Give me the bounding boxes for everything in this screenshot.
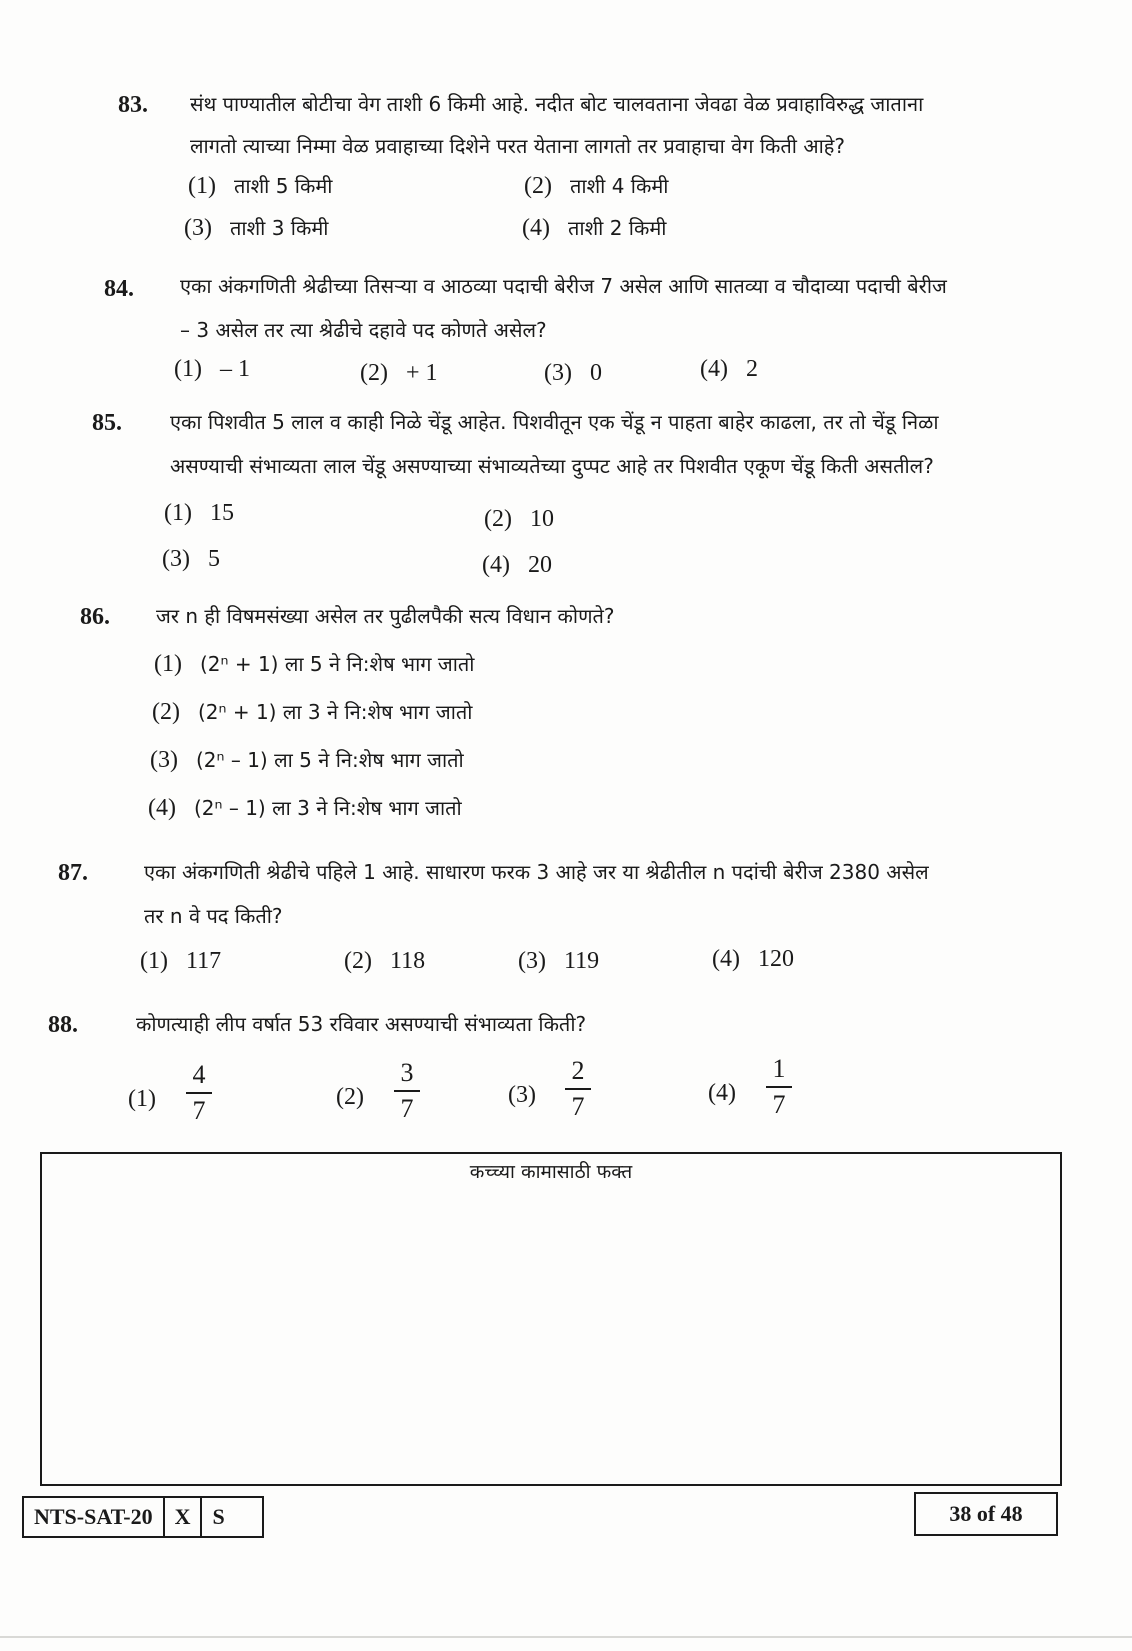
option-number: (1) [128,1086,156,1112]
option-number: (2) [524,173,552,199]
fraction-numerator: 4 [192,1060,206,1089]
question-number: 86. [80,604,110,630]
option [360,360,438,387]
option [154,650,474,678]
option-value: ताशी 2 किमी [567,216,667,240]
option-value: 0 [589,360,602,386]
fraction-denominator: 7 [192,1096,206,1125]
option-value: (2ⁿ – 1) ला 3 ने नि:शेष भाग जातो [193,796,462,820]
option-number: (1) [188,173,216,199]
option-number: (2) [336,1084,364,1110]
option-value: ताशी 4 किमी [569,174,669,198]
medium-code: S [212,1504,225,1529]
option-number: (2) [360,360,388,386]
option [482,552,552,579]
option [522,214,666,242]
option-number: (3) [518,948,546,974]
option [162,546,220,573]
rough-work-box [40,1152,1062,1486]
option-number: (4) [482,552,510,578]
fraction-bar [394,1090,420,1092]
option [524,172,668,200]
option-number: (3) [162,546,190,572]
option-value: (2ⁿ + 1) ला 5 ने नि:शेष भाग जातो [199,652,475,676]
question-text-line: लागतो त्याच्या निम्मा वेळ प्रवाहाच्या दिशेने परत येताना लागतो तर प्रवाहाचा वेग किती आहे? [190,134,846,158]
option-number: (1) [174,356,202,382]
question-number: 83. [118,92,148,118]
fraction-option [764,1054,794,1120]
option-value: 15 [209,500,234,526]
option-value: 5 [207,546,220,572]
option [140,948,221,975]
fraction-numerator: 3 [400,1058,414,1087]
fraction-option [392,1058,422,1124]
option-value: + 1 [405,360,438,386]
option-value: 20 [527,552,552,578]
option [712,946,794,973]
scan-edge [0,1636,1132,1638]
paper-code-box [22,1496,264,1538]
fraction-bar [766,1086,792,1088]
question-number: 88. [48,1012,78,1038]
option-value: ताशी 3 किमी [229,216,329,240]
fraction-denominator: 7 [571,1092,585,1121]
option-number: (1) [164,500,192,526]
fraction-bar [565,1088,591,1090]
option-value: 120 [757,946,794,972]
option [484,506,554,533]
question-text-line: कोणत्याही लीप वर्षात 53 रविवार असण्याची संभाव्यता किती? [136,1012,587,1036]
option-value: 118 [389,948,426,974]
rough-work-title: कच्च्या कामासाठी फक्त [469,1161,633,1183]
fraction-denominator: 7 [772,1090,786,1119]
option-number: (2) [152,699,180,725]
option-value: 2 [745,356,758,382]
question-number: 87. [58,860,88,886]
option-number: (4) [708,1080,736,1106]
option-number: (2) [344,948,372,974]
option-number: (3) [508,1082,536,1108]
option [544,360,602,387]
question-text-line: एका अंकगणिती श्रेढीच्या तिसऱ्या व आठव्या पदाची बेरीज 7 असेल आणि सातव्या व चौदाव्या पदाची बेरीज [180,274,947,298]
option-value: (2ⁿ – 1) ला 5 ने नि:शेष भाग जातो [195,748,464,772]
option [150,746,464,774]
option-value: 10 [529,506,554,532]
option-number: (1) [140,948,168,974]
question-text-line: तर n वे पद किती? [144,904,283,928]
option [152,698,472,726]
question-number: 85. [92,410,122,436]
fraction-option [563,1056,593,1122]
option-number: (4) [522,215,550,241]
option-number: (4) [700,356,728,382]
fraction-option [184,1060,214,1126]
option [164,500,234,527]
question-text-line: संथ पाण्यातील बोटीचा वेग ताशी 6 किमी आहे. नदीत बोट चालवताना जेवढा वेळ प्रवाहाविरुद्ध जाताना [190,92,924,116]
page-number: 38 of 48 [914,1492,1058,1536]
option-number: (2) [484,506,512,532]
option-value: 117 [185,948,222,974]
fraction-denominator: 7 [400,1094,414,1123]
fraction-bar [186,1092,212,1094]
option-number: (3) [150,747,178,773]
option [344,948,425,975]
question-text-line: – 3 असेल तर त्या श्रेढीचे दहावे पद कोणते असेल? [180,318,547,342]
option [184,214,328,242]
fraction-numerator: 1 [772,1054,786,1083]
option [188,172,332,200]
option [148,794,462,822]
paper-code: NTS-SAT-20 [24,1498,165,1536]
option [700,356,758,383]
option-value: (2ⁿ + 1) ला 3 ने नि:शेष भाग जातो [197,700,473,724]
option-number: (4) [712,946,740,972]
option-number: (1) [154,651,182,677]
fraction-numerator: 2 [571,1056,585,1085]
question-number: 84. [104,276,134,302]
question-text-line: एका पिशवीत 5 लाल व काही निळे चेंडू आहेत. पिशवीतून एक चेंडू न पाहता बाहेर काढला, तर तो चेंडू निळा [170,410,939,434]
option [174,356,250,383]
option-number: (3) [184,215,212,241]
option-number: (3) [544,360,572,386]
option-value: – 1 [219,356,250,382]
question-text-line: एका अंकगणिती श्रेढीचे पहिले 1 आहे. साधारण फरक 3 आहे जर या श्रेढीतील n पदांची बेरीज 2380 असेल [144,860,929,884]
option-value: 119 [563,948,600,974]
class-code: X [165,1498,203,1536]
option-value: ताशी 5 किमी [233,174,333,198]
question-text-line: असण्याची संभाव्यता लाल चेंडू असण्याच्या संभाव्यतेच्या दुप्पट आहे तर पिशवीत एकूण चेंडू किती असतील? [170,454,934,478]
question-text-line: जर n ही विषमसंख्या असेल तर पुढीलपैकी सत्य विधान कोणते? [156,604,615,628]
option [518,948,599,975]
option-number: (4) [148,795,176,821]
